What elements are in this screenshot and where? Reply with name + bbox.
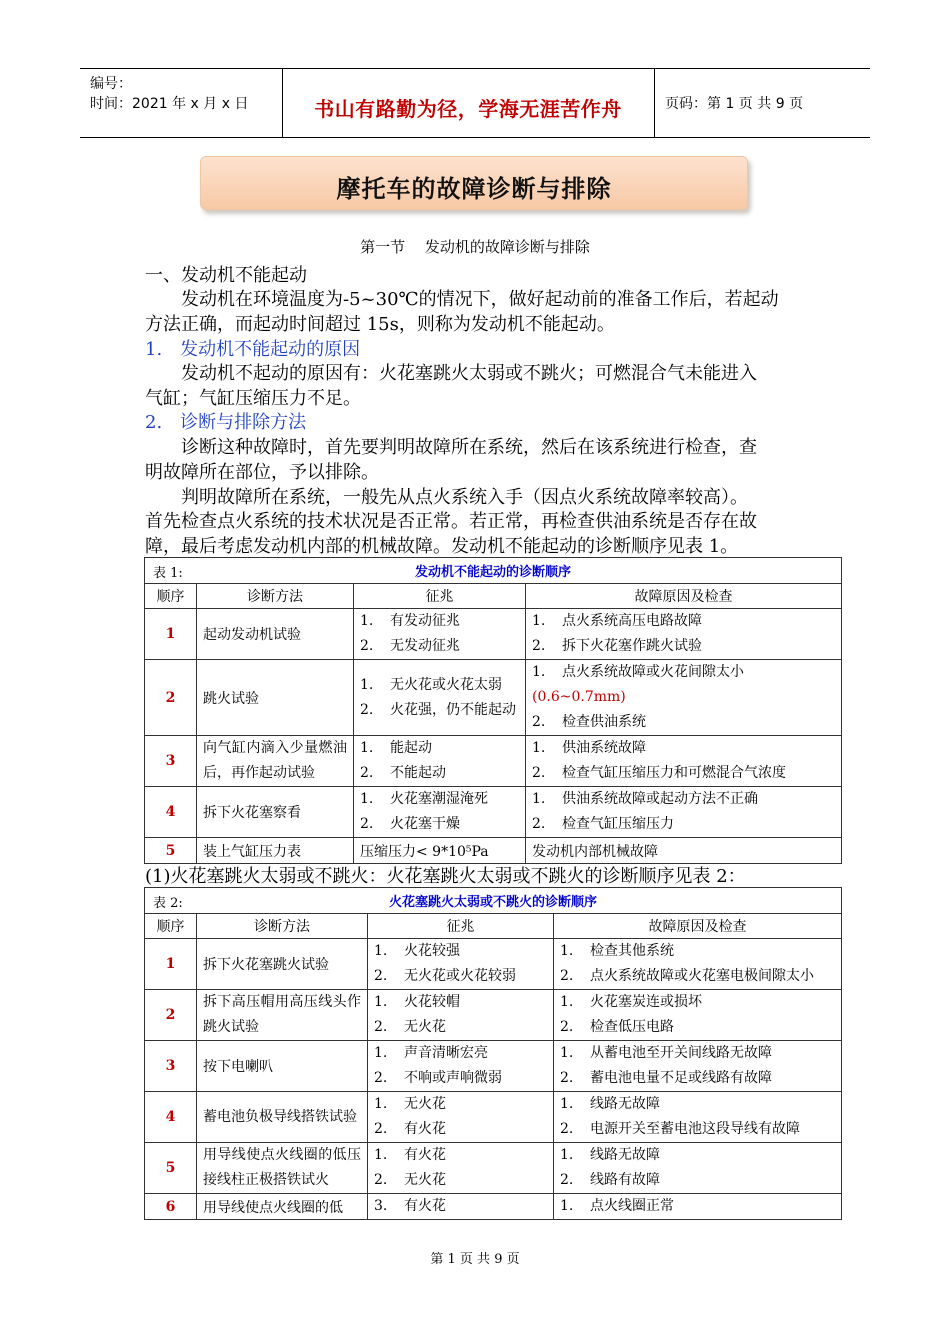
item-text: 供油系统故障 — [562, 740, 646, 756]
table-caption — [145, 558, 842, 584]
table-caption — [145, 888, 842, 914]
item-number: 2. — [360, 701, 374, 718]
paragraph: 方法正确，而起动时间超过 15s，则称为发动机不能起动。 — [145, 314, 615, 335]
item-text: 有火花 — [404, 1198, 446, 1214]
item-number: 1. — [374, 1045, 388, 1061]
list-item — [360, 812, 519, 837]
item-text: 不响或声响微弱 — [404, 1070, 502, 1086]
item-number: 1. — [560, 1045, 574, 1061]
item-text: 无火花 — [404, 1019, 446, 1035]
paragraph: 明故障所在部位，予以排除。 — [145, 462, 379, 483]
item-number: 2. — [560, 1121, 574, 1137]
symptoms-cell — [368, 939, 554, 990]
list-item — [560, 1168, 835, 1193]
item-text: 无火花 — [404, 1172, 446, 1188]
list-item — [374, 939, 547, 964]
table-title: 火花塞跳火太弱或不跳火的诊断顺序 — [388, 895, 597, 910]
header-meta — [80, 69, 283, 137]
list-item — [560, 1092, 835, 1117]
column-header: 征兆 — [368, 914, 554, 939]
item-number: 2. — [374, 1070, 388, 1086]
item-number: 1. — [532, 664, 546, 680]
list-item — [360, 761, 519, 786]
list-item — [532, 787, 835, 812]
list-item — [360, 698, 519, 723]
item-number: 2. — [560, 968, 574, 984]
paragraph: 发动机在环境温度为-5~30℃的情况下，做好起动前的准备工作后，若起动 — [145, 289, 779, 310]
item-text: 火花塞干燥 — [390, 816, 460, 832]
table-row — [145, 736, 842, 787]
item-text: 检查供油系统 — [562, 714, 646, 730]
item-text: 供油系统故障或起动方法不正确 — [562, 791, 758, 807]
item-number: 1. — [360, 676, 374, 693]
symptoms-cell — [368, 1092, 554, 1143]
motto: 书山有路勤为径，学海无涯苦作舟 — [314, 97, 622, 121]
method-cell: 装上气缸压力表 — [197, 838, 354, 864]
item-number: 1. — [560, 1096, 574, 1112]
method-cell: 拆下火花塞跳火试验 — [197, 939, 368, 990]
table-row — [145, 787, 842, 838]
table-title: 发动机不能起动的诊断顺序 — [414, 565, 571, 580]
causes-cell — [554, 939, 842, 990]
symptoms-cell — [368, 1194, 554, 1220]
item-text: 电源开关至蓄电池这段导线有故障 — [590, 1121, 800, 1137]
column-header: 故障原因及检查 — [526, 584, 842, 609]
symptoms-cell — [354, 736, 526, 787]
item-number: 2. — [532, 816, 546, 832]
row-number: 5 — [145, 838, 197, 864]
item-text: 检查低压电路 — [590, 1019, 674, 1035]
table-row — [145, 1092, 842, 1143]
causes-cell — [526, 736, 842, 787]
item-number: 1. — [374, 1096, 388, 1112]
method-cell: 跳火试验 — [197, 660, 354, 736]
list-item — [374, 990, 547, 1015]
table-row — [145, 990, 842, 1041]
causes-cell — [526, 609, 842, 660]
item-number: 2. — [374, 1019, 388, 1035]
list-item — [374, 1143, 547, 1168]
list-item — [532, 812, 835, 837]
column-header: 故障原因及检查 — [554, 914, 842, 939]
item-text: 线路无故障 — [590, 1147, 660, 1163]
causes-cell — [554, 1092, 842, 1143]
table-row — [145, 660, 842, 736]
causes-cell — [526, 787, 842, 838]
row-number: 3 — [145, 736, 197, 787]
list-item — [374, 1092, 547, 1117]
paragraph: 首先检查点火系统的技术状况是否正常。若正常，再检查供油系统是否存在故 — [145, 511, 757, 532]
causes-cell — [554, 1041, 842, 1092]
table-row — [145, 939, 842, 990]
list-item — [560, 1066, 835, 1091]
item-text: 能起动 — [390, 740, 432, 756]
column-header: 诊断方法 — [197, 584, 354, 609]
table-caption-row — [145, 558, 842, 584]
table-header-row — [145, 914, 842, 939]
item-number: 1. — [360, 791, 374, 807]
item-number: 1. — [560, 943, 574, 959]
item-number: 2. — [374, 968, 388, 984]
column-header: 顺序 — [145, 914, 197, 939]
item-number: 2. — [560, 1172, 574, 1188]
method-cell: 按下电喇叭 — [197, 1041, 368, 1092]
paragraph: 障，最后考虑发动机内部的机械故障。发动机不能起动的诊断顺序见表 1。 — [145, 536, 739, 557]
causes-cell — [554, 990, 842, 1041]
list-item — [360, 609, 519, 634]
paragraph: (1)火花塞跳火太弱或不跳火：火花塞跳火太弱或不跳火的诊断顺序见表 2： — [145, 866, 746, 887]
item-text: 拆下火花塞作跳火试验 — [562, 638, 702, 654]
heading-1: 一、发动机不能起动 — [145, 265, 307, 286]
number-label: 编号： — [90, 76, 132, 92]
symptoms-cell — [368, 1041, 554, 1092]
item-text: 火花较强 — [404, 943, 460, 959]
list-item — [532, 761, 835, 786]
item-text: 检查气缸压缩压力 — [562, 816, 674, 832]
item-number: 1. — [560, 994, 574, 1010]
paragraph: 判明故障所在系统，一般先从点火系统入手（因点火系统故障率较高）。 — [145, 487, 748, 508]
symptoms-cell: 压缩压力< 9*10⁵Pa — [354, 838, 526, 864]
item-text: 线路有故障 — [590, 1172, 660, 1188]
item-text: 检查气缸压缩压力和可燃混合气浓度 — [562, 765, 786, 781]
item-number: 2. — [532, 638, 546, 654]
title-banner — [200, 156, 748, 210]
list-item — [560, 1015, 835, 1040]
row-number: 5 — [145, 1143, 197, 1194]
column-header: 诊断方法 — [197, 914, 368, 939]
symptoms-cell — [354, 660, 526, 736]
item-number: 1. — [374, 943, 388, 959]
list-item — [532, 609, 835, 634]
item-text: 从蓄电池至开关间线路无故障 — [590, 1045, 772, 1061]
item-number: 2. — [532, 765, 546, 781]
list-item — [360, 673, 519, 698]
header-motto-cell — [282, 69, 655, 137]
item-number: 2. — [560, 1019, 574, 1035]
gap-spec: (0.6~0.7mm) — [532, 689, 626, 705]
list-item — [360, 736, 519, 761]
list-item — [560, 1194, 835, 1219]
symptoms-cell — [368, 990, 554, 1041]
item-text: 无火花或火花较弱 — [404, 968, 516, 984]
paragraph: 诊断这种故障时，首先要判明故障所在系统，然后在该系统进行检查，查 — [145, 437, 757, 458]
item-number: 1. — [560, 1198, 574, 1214]
column-header: 顺序 — [145, 584, 197, 609]
method-cell: 用导线使点火线圈的低压接线柱正极搭铁试火 — [197, 1143, 368, 1194]
row-number: 4 — [145, 1092, 197, 1143]
item-number: 1. — [374, 994, 388, 1010]
page-footer: 第 1 页 共 9 页 — [430, 1252, 520, 1267]
list-item — [360, 634, 519, 659]
item-number: 2. — [560, 1070, 574, 1086]
header-page-cell — [655, 69, 870, 137]
paragraph: 气缸；气缸压缩压力不足。 — [145, 388, 361, 409]
item-text: 点火系统故障或火花塞电极间隙太小 — [590, 968, 814, 984]
causes-cell — [526, 660, 842, 736]
list-item — [374, 964, 547, 989]
item-text: 火花塞炭连或损坏 — [590, 994, 702, 1010]
method-cell: 蓄电池负极导线搭铁试验 — [197, 1092, 368, 1143]
item-text: 有发动征兆 — [390, 613, 460, 629]
list-item — [560, 939, 835, 964]
item-number: 1. — [532, 613, 546, 629]
column-header: 征兆 — [354, 584, 526, 609]
section-title: 第一节 发动机的故障诊断与排除 — [360, 238, 590, 256]
table-header-row — [145, 584, 842, 609]
item-number: 1. — [360, 740, 374, 756]
item-number: 2. — [360, 816, 374, 832]
row-number: 1 — [145, 939, 197, 990]
item-text: 有火花 — [404, 1147, 446, 1163]
item-text: 点火系统故障或火花间隙太小 — [562, 664, 744, 680]
item-text: 无火花或火花太弱 — [390, 676, 502, 693]
item-text: 检查其他系统 — [590, 943, 674, 959]
page-title: 摩托车的故障诊断与排除 — [336, 175, 612, 203]
list-item — [374, 1117, 547, 1142]
table-row — [145, 1041, 842, 1092]
symptoms-cell — [354, 787, 526, 838]
item-number: 2. — [360, 638, 374, 654]
causes-cell: 发动机内部机械故障 — [526, 838, 842, 864]
item-number: 1. — [374, 1147, 388, 1163]
item-number: 2. — [374, 1121, 388, 1137]
item-number: 2. — [360, 765, 374, 781]
item-text: 点火系统高压电路故障 — [562, 613, 702, 629]
subheading-causes: 1. 发动机不能起动的原因 — [145, 339, 361, 360]
method-cell: 起动发动机试验 — [197, 609, 354, 660]
table-row — [145, 609, 842, 660]
causes-cell — [554, 1143, 842, 1194]
item-text: 火花强，仍不能起动 — [390, 701, 516, 718]
item-number: 1. — [532, 791, 546, 807]
paragraph: 发动机不起动的原因有：火花塞跳火太弱或不跳火；可燃混合气未能进入 — [145, 363, 757, 384]
row-number: 6 — [145, 1194, 197, 1220]
table-label: 表 2: — [153, 896, 183, 911]
item-number: 1. — [532, 740, 546, 756]
list-item — [560, 1143, 835, 1168]
symptoms-cell — [368, 1143, 554, 1194]
table-row — [145, 1194, 842, 1220]
method-cell: 用导线使点火线圈的低 — [197, 1194, 368, 1220]
symptoms-cell — [354, 609, 526, 660]
list-item — [560, 964, 835, 989]
list-item — [532, 634, 835, 659]
item-number: 3. — [374, 1198, 388, 1214]
subheading-methods: 2. 诊断与排除方法 — [145, 412, 307, 433]
method-cell: 向气缸内滴入少量燃油后，再作起动试验 — [197, 736, 354, 787]
list-item — [374, 1041, 547, 1066]
item-text: 无发动征兆 — [390, 638, 460, 654]
table-label: 表 1: — [153, 566, 183, 581]
list-item — [532, 710, 835, 735]
item-number: 2. — [532, 714, 546, 730]
page-label: 页码：第 1 页 共 9 页 — [665, 96, 804, 112]
table-row — [145, 1143, 842, 1194]
list-item — [560, 990, 835, 1015]
causes-cell — [554, 1194, 842, 1220]
table-row — [145, 838, 842, 864]
item-text: 线路无故障 — [590, 1096, 660, 1112]
method-cell: 拆下高压帽用高压线头作跳火试验 — [197, 990, 368, 1041]
list-item — [374, 1066, 547, 1091]
list-item — [360, 787, 519, 812]
list-item — [374, 1168, 547, 1193]
item-text: 声音清晰宏亮 — [404, 1045, 488, 1061]
row-number: 2 — [145, 990, 197, 1041]
document-header — [80, 68, 870, 138]
item-text: 蓄电池电量不足或线路有故障 — [590, 1070, 772, 1086]
list-item — [532, 660, 835, 710]
list-item — [532, 736, 835, 761]
list-item — [374, 1194, 547, 1219]
row-number: 1 — [145, 609, 197, 660]
row-number: 3 — [145, 1041, 197, 1092]
item-text: 有火花 — [404, 1121, 446, 1137]
item-text: 点火线圈正常 — [590, 1198, 674, 1214]
list-item — [374, 1015, 547, 1040]
item-text: 火花较帽 — [404, 994, 460, 1010]
list-item — [560, 1117, 835, 1142]
item-number: 1. — [560, 1147, 574, 1163]
item-text: 火花塞潮湿淹死 — [390, 791, 488, 807]
table-caption-row — [145, 888, 842, 914]
diagnosis-table-1 — [144, 557, 842, 864]
diagnosis-table-2 — [144, 887, 842, 1220]
row-number: 2 — [145, 660, 197, 736]
list-item — [560, 1041, 835, 1066]
method-cell: 拆下火花塞察看 — [197, 787, 354, 838]
item-number: 1. — [360, 613, 374, 629]
item-text: 无火花 — [404, 1096, 446, 1112]
item-text: 不能起动 — [390, 765, 446, 781]
date-label: 时间：2021 年 x 月 x 日 — [90, 96, 249, 112]
row-number: 4 — [145, 787, 197, 838]
item-number: 2. — [374, 1172, 388, 1188]
